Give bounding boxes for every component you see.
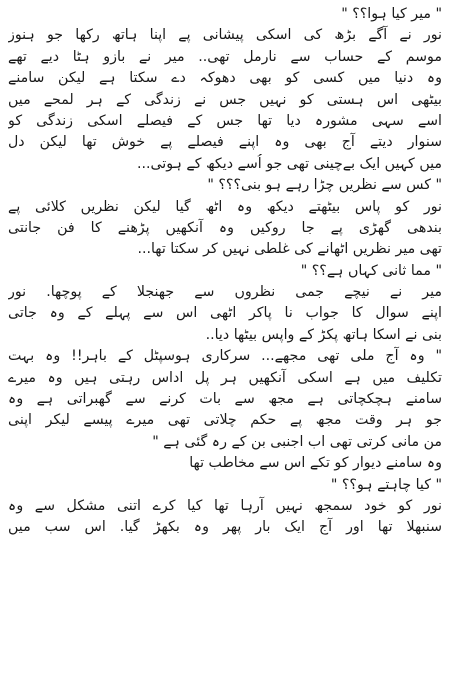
text-line: وہ دنیا میں کسی کو بھی دھوکہ دے سکتا ہے لیکن سامنے (8, 70, 442, 87)
text-line: بیٹھی اس ہستی کو نہیں جس نے زندگی کے ہر لمحے میں (8, 91, 442, 108)
text-line: " میر کیا ہوا؟؟ " (341, 6, 442, 22)
text-line: بنی نے اسکا ہاتھ پکڑ کے واپس بیٹھا دیا.. (205, 326, 442, 343)
text-line: نور کو پاس بیٹھتے دیکھ وہ اٹھ گیا لیکن نظریں کلائی پے (8, 198, 442, 215)
text-line: میر نے نیچے جمی نظروں سے جھنجلا کے پوچھا. نور (8, 284, 442, 301)
text-line: وہ سامنے دیوار کو تکے اس سے مخاطب تھا (189, 455, 442, 472)
text-line: بندھی گھڑی پے جا روکیں وہ آنکھیں پڑھنے کا فن جانتی (8, 219, 442, 236)
text-line: نور کو خود سمجھ نہیں آرہا تھا کیا کرے اتنی مشکل سے وہ (8, 497, 442, 514)
text-line: " کیا چاہتے ہو؟؟ " (330, 476, 442, 493)
text-line: سنوار دیتے آج بھی وہ اپنے فیصلے پے خوش تھا لیکن دل (8, 134, 442, 151)
text-line: موسم کے حساب سے نارمل تھی.. میر نے بازو ہٹا دیے تھے (8, 48, 442, 65)
text-line: میں کہیں ایک بےچینی تھی جو اُسے دیکھ کے ہوتی... (136, 155, 442, 172)
text-line: اپنے سوال کا جواب نا پاکر اٹھی اس سے پہلے کے وہ جاتی (8, 305, 442, 322)
text-line: نور نے آگے بڑھ کی اسکی پیشانی پے اپنا ہاتھ رکھا جو ہنوز (8, 27, 442, 44)
text-line: من مانی کرتی تھی اب اجنبی بن کے رہ گئی ہے " (152, 433, 442, 450)
text-line: " مما ثانی کہاں ہے؟؟ " (300, 262, 442, 279)
text-line: تھی میر نظریں اٹھانے کی غلطی نہیں کر سکتا تھا... (137, 241, 442, 258)
text-line: تکلیف میں ہے اسکی آنکھیں ہر پل اداس رہتی ہیں وہ میرے (8, 369, 442, 386)
text-line: " وہ آج ملی تھی مجھے... سرکاری ہوسپٹل کے باہر!! وہ بہت (8, 348, 442, 365)
text-line: جو ہر وقت مجھ پے حکم چلاتی تھی میرے پیسے لیکر اپنی (8, 412, 442, 429)
text-line: اسے سہی مشورہ دیا تھا جس کے فیصلے اسکی زندگی کو (8, 112, 442, 129)
text-line: سنبھلا تھا اور آج ایک بار پھر وہ بکھڑ گیا. اس سب میں (8, 519, 442, 536)
text-line: سامنے ہچکچاتی ہے مجھ سے بات کرنے سے گھبراتی ہے وہ (8, 391, 442, 408)
text-line: " کس سے نظریں چڑا رہے ہو بنی؟؟؟ " (207, 177, 442, 194)
